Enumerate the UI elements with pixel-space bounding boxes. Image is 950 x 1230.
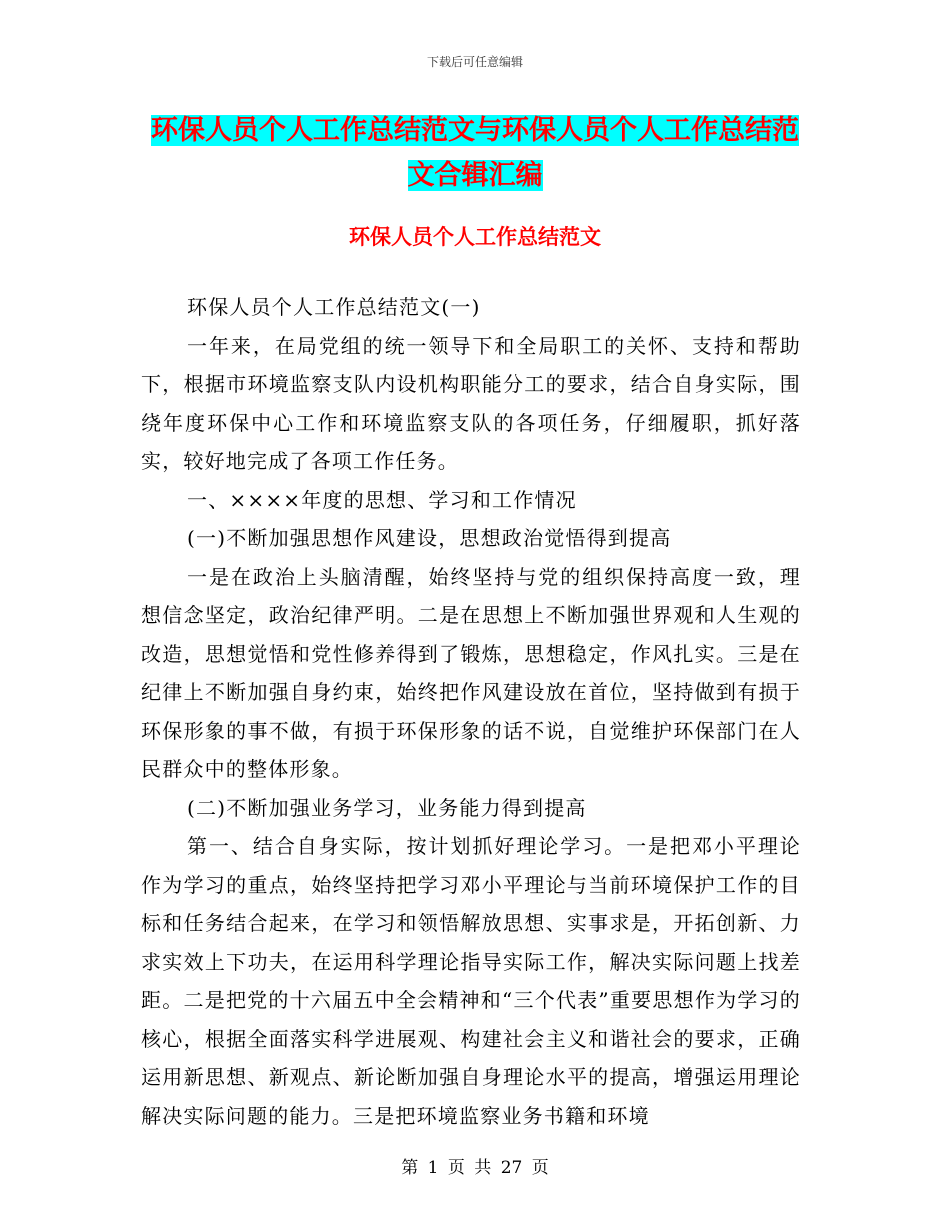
paragraph: 第一、结合自身实际，按计划抓好理论学习。一是把邓小平理论作为学习的重点，始终坚持把学习邓小平理论与当前环境保护工作的目标和任务结合起来，在学习和领悟解放思想、实事求是，开拓创新、力求实效上下功夫，在运用科学理论指导实际工作，解决实际问题上找差距。二是把党的十六届五中全会精神和“三个代表”重要思想作为学习的核心，根据全面落实科学进展观、构建社会主义和谐社会的要求，正确运用新思想、新观点、新论断加强自身理论水平的提高，增强运用理论解决实际问题的能力。三是把环境监察业务书籍和环境 bbox=[141, 834, 801, 1128]
paragraph: (一)不断加强思想作风建设，思想政治觉悟得到提高 bbox=[187, 526, 672, 550]
page-footer: 第 1 页 共 27 页 bbox=[401, 1158, 549, 1178]
paragraph: 环保人员个人工作总结范文(一) bbox=[187, 295, 481, 319]
paragraph: 一年来，在局党组的统一领导下和全局职工的关怀、支持和帮助下，根据市环境监察支队内设机构职能分工的要求，结合自身实际，围绕年度环保中心工作和环境监察支队的各项任务，仔细履职，抓好落实，较好地完成了各项工作任务。 bbox=[141, 333, 801, 473]
header-note: 下载后可任意编辑 bbox=[426, 55, 523, 69]
paragraph: (二)不断加强业务学习，业务能力得到提高 bbox=[187, 795, 587, 820]
document-body bbox=[141, 288, 801, 1135]
paragraph: 一是在政治上头脑清醒，始终坚持与党的组织保持高度一致，理想信念坚定，政治纪律严明。二是在思想上不断加强世界观和人生观的改造，思想觉悟和党性修养得到了锻炼，思想稳定，作风扎实。三是在纪律上不断加强自身约束，始终把作风建设放在首位，坚持做到有损于环保形象的事不做，有损于环保形象的话不说，自觉维护环保部门在人民群众中的整体形象。 bbox=[141, 564, 801, 781]
document-title bbox=[140, 108, 810, 198]
paragraph: 一、××××年度的思想、学习和工作情况 bbox=[187, 487, 577, 512]
section-title: 环保人员个人工作总结范文 bbox=[349, 225, 601, 249]
document-title-text: 环保人员个人工作总结范文与环保人员个人工作总结范文合辑汇编 bbox=[151, 115, 799, 191]
